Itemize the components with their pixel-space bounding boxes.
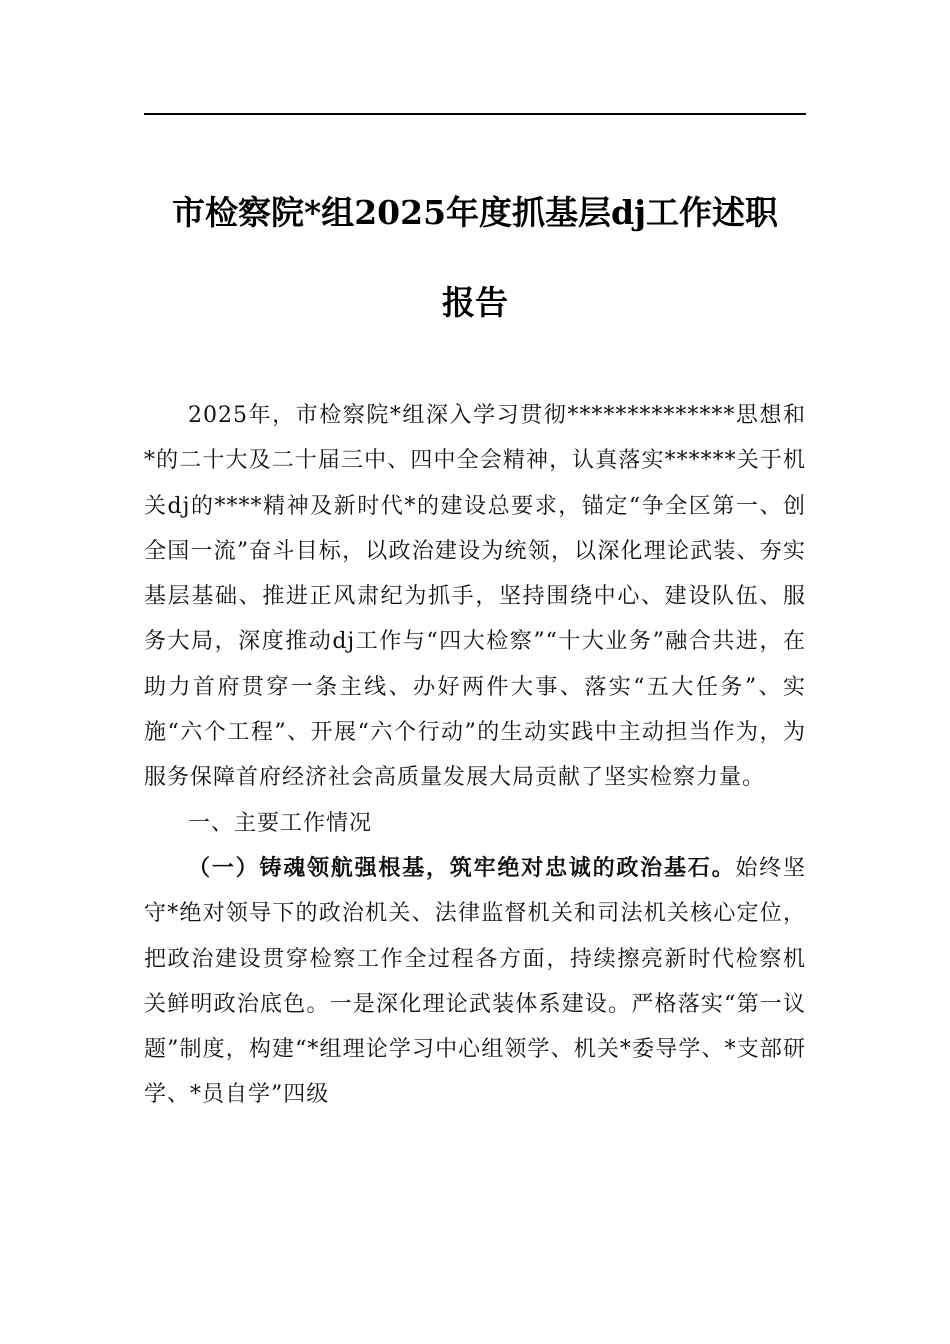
section-heading: 一、主要工作情况 bbox=[188, 810, 373, 836]
title-line-2: 报告 bbox=[442, 283, 508, 322]
subsection-text: 始终坚守*绝对领导下的政治机关、法律监督机关和司法机关核心定位，把政治建设贯穿检察工作全过程各方面，持续擦亮新时代检察机关鲜明政治底色。一是深化理论武装体系建设。严格落实“第一议题”制度，构建“*组理论学习中心组领学、机关*委导学、*支部研学、*员自学”四级 bbox=[144, 855, 806, 1108]
subsection-heading: （一）铸魂领航强根基，筑牢绝对忠诚的政治基石。 bbox=[188, 854, 736, 881]
title-line-1: 市检察院*组2025年度抓基层dj工作述职 bbox=[171, 193, 779, 232]
document-title bbox=[144, 168, 806, 348]
subsection-paragraph bbox=[144, 846, 806, 1118]
intro-paragraph: 2025年，市检察院*组深入学习贯彻**************思想和*的二十大及二十届三中、四中全会精神，认真落实******关于机关dj的****精神及新时代*的建设总要求，锚定“争全区第一、创全国一流”奋斗目标，以政治建设为统领，以深化理论武装、夯实基层基础、推进正风肃纪为抓手，坚持围绕中心、建设队伍、服务大局，深度推动dj工作与“四大检察”“十大业务”融合共进，在助力首府贯穿一条主线、办好两件大事、落实“五大任务”、实施“六个工程”、开展“六个行动”的生动实践中主动担当作为，为服务保障首府经济社会高质量发展大局贡献了坚实检察力量。 bbox=[144, 403, 806, 791]
header-rule bbox=[144, 113, 806, 115]
document-body bbox=[144, 393, 806, 1118]
